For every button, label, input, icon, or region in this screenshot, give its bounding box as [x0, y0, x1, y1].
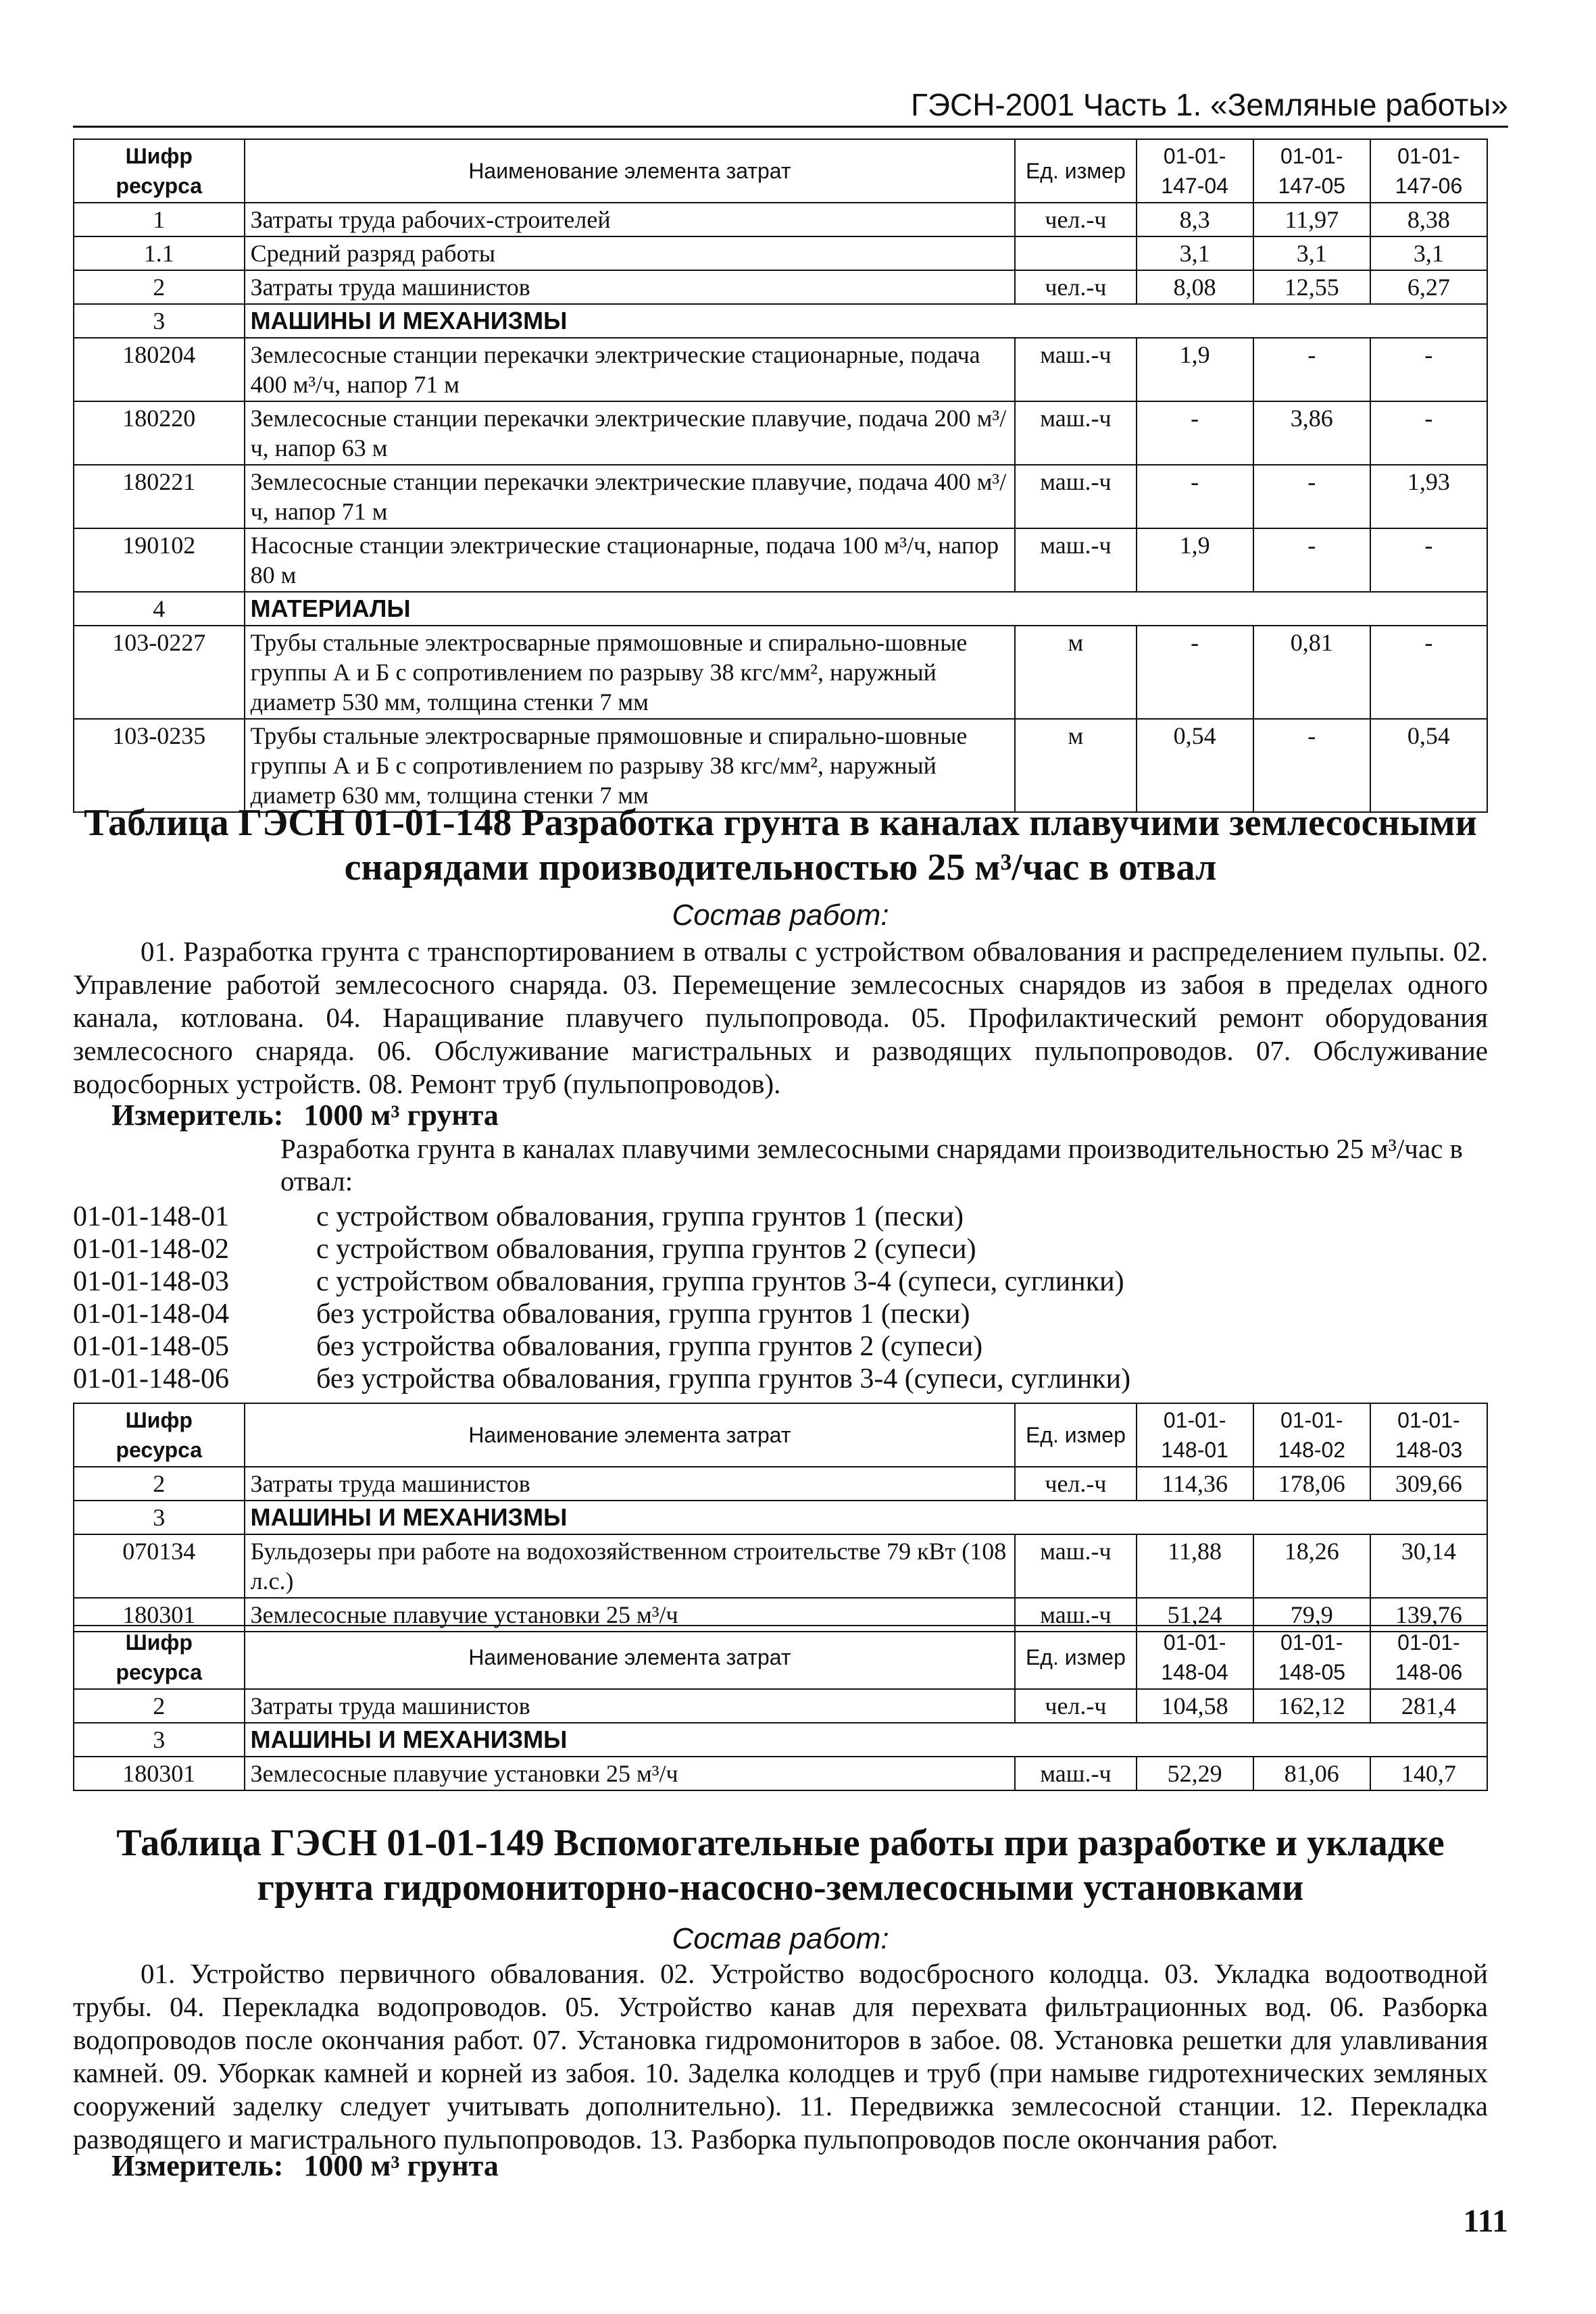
cell-unit: м	[1015, 719, 1136, 812]
col-header-name: Наименование элемента затрат	[245, 1403, 1016, 1467]
table-row	[74, 1689, 1487, 1723]
cell-code: 4	[74, 592, 245, 626]
cell-value-3: -	[1370, 338, 1487, 401]
cell-name: Затраты труда рабочих-строителей	[245, 203, 1016, 236]
cell-name: Затраты труда машинистов	[245, 1689, 1016, 1723]
running-header: ГЭСН-2001 Часть 1. «Земляные работы»	[911, 87, 1508, 122]
cell-value-3: 6,27	[1370, 270, 1487, 304]
intro-148: Разработка грунта в каналах плавучими землесосными снарядами производительностью 25 м³/час в отвал:	[280, 1133, 1463, 1197]
cell-unit: маш.-ч	[1015, 1534, 1136, 1598]
col-header-c2: 01-01-148-05	[1253, 1626, 1370, 1689]
cell-value-1: 52,29	[1137, 1757, 1253, 1790]
cell-name: Землесосные плавучие установки 25 м³/ч	[245, 1757, 1016, 1790]
cell-value-2: -	[1253, 465, 1370, 528]
cell-value-1: 3,1	[1137, 236, 1253, 270]
cell-value-2: 81,06	[1253, 1757, 1370, 1790]
table-header-row	[74, 1626, 1487, 1689]
measure-label: Измеритель:	[111, 1099, 284, 1132]
cell-unit: маш.-ч	[1015, 1598, 1136, 1632]
cell-unit: маш.-ч	[1015, 465, 1136, 528]
measure-value: 1000 м³ грунта	[303, 2149, 499, 2182]
rate-code: 01-01-148-06	[73, 1363, 229, 1394]
rate-code: 01-01-148-03	[73, 1266, 229, 1297]
cell-code: 2	[74, 1689, 245, 1723]
resource-table-148-a	[73, 1403, 1488, 1632]
cell-value-3: -	[1370, 626, 1487, 719]
table-row	[74, 1757, 1487, 1790]
cell-name: Затраты труда машинистов	[245, 1467, 1016, 1501]
table-row	[74, 528, 1487, 592]
cell-code: 3	[74, 1501, 245, 1534]
table-row	[74, 1723, 1487, 1757]
cell-value-1: -	[1137, 626, 1253, 719]
cell-value-1: -	[1137, 401, 1253, 465]
cell-code: 2	[74, 1467, 245, 1501]
cell-name: Трубы стальные электросварные прямошовные и спирально-шовные группы А и Б с сопротивлением по разрыву 38 кгс/мм², наружный диаметр 530 мм, толщина стенки 7 мм	[245, 626, 1016, 719]
cell-value-3: 1,93	[1370, 465, 1487, 528]
cell-code: 070134	[74, 1534, 245, 1598]
list-item	[73, 1298, 1488, 1330]
cell-name: Трубы стальные электросварные прямошовные и спирально-шовные группы А и Б с сопротивлением по разрыву 38 кгс/мм², наружный диаметр 630 мм, толщина стенки 7 мм	[245, 719, 1016, 812]
cell-name: Землесосные станции перекачки электрические плавучие, подача 400 м³/ч, напор 71 м	[245, 465, 1016, 528]
rate-description: без устройства обвалования, группа грунтов 1 (пески)	[316, 1299, 970, 1330]
list-item	[73, 1363, 1488, 1395]
cell-value-1: 104,58	[1137, 1689, 1253, 1723]
cell-value-1: 11,88	[1137, 1534, 1253, 1598]
rate-code: 01-01-148-01	[73, 1201, 229, 1232]
code-list-148	[73, 1201, 1488, 1395]
works-heading-149: Состав работ:	[672, 1922, 889, 1955]
col-header-c2: 01-01-148-02	[1253, 1403, 1370, 1467]
table-row	[74, 203, 1487, 236]
works-text-148: 01. Разработка грунта с транспортированием в отвалы с устройством обвалования и распределением пульпы. 02. Управление работой землесосного снаряда. 03. Перемещение землесосных снарядов из забоя в пределах одного канала, котлована. 04. Наращивание плавучего пульпопровода. 05. Профилактический ремонт оборудования землесосного снаряда. 06. Обслуживание магистральных и разводящих пульпопроводов. 07. Обслуживание водосборных устройств. 08. Ремонт труб (пульпопроводов).	[73, 936, 1488, 1099]
table-row	[74, 592, 1487, 626]
cell-section-name: МАШИНЫ И МЕХАНИЗМЫ	[245, 1501, 1487, 1534]
cell-name: Средний разряд работы	[245, 236, 1016, 270]
rate-description: без устройства обвалования, группа грунтов 3-4 (супеси, суглинки)	[316, 1363, 1131, 1394]
cell-name: Насосные станции электрические стационарные, подача 100 м³/ч, напор 80 м	[245, 528, 1016, 592]
cell-value-2: 3,1	[1253, 236, 1370, 270]
table-row	[74, 1467, 1487, 1501]
col-header-name: Наименование элемента затрат	[245, 139, 1016, 203]
cell-code: 103-0235	[74, 719, 245, 812]
table-row	[74, 719, 1487, 812]
table-header-row	[74, 1403, 1487, 1467]
cell-value-1: 8,3	[1137, 203, 1253, 236]
cell-unit: маш.-ч	[1015, 338, 1136, 401]
resource-table-147	[73, 139, 1488, 813]
cell-unit: м	[1015, 626, 1136, 719]
cell-unit: чел.-ч	[1015, 270, 1136, 304]
rate-code: 01-01-148-05	[73, 1331, 229, 1362]
page-number: 111	[1463, 2203, 1508, 2239]
section-title-149: Таблица ГЭСН 01-01-149 Вспомогательные работы при разработке и укладке грунта гидромониторно-насосно-землесосными установками	[116, 1822, 1445, 1909]
cell-name: Землесосные станции перекачки электрические плавучие, подача 200 м³/ч, напор 63 м	[245, 401, 1016, 465]
table-row	[74, 304, 1487, 338]
cell-section-name: МАШИНЫ И МЕХАНИЗМЫ	[245, 304, 1487, 338]
table-header-row	[74, 139, 1487, 203]
cell-name: Землесосные плавучие установки 25 м³/ч	[245, 1598, 1016, 1632]
list-item	[73, 1265, 1488, 1298]
col-header-code: Шифр ресурса	[74, 1403, 245, 1467]
cell-value-1: 8,08	[1137, 270, 1253, 304]
cell-value-2: 178,06	[1253, 1467, 1370, 1501]
col-header-code: Шифр ресурса	[74, 1626, 245, 1689]
col-header-c1: 01-01-147-04	[1137, 139, 1253, 203]
header-rule	[73, 126, 1508, 128]
cell-value-3: -	[1370, 401, 1487, 465]
cell-unit: чел.-ч	[1015, 203, 1136, 236]
cell-name: Затраты труда машинистов	[245, 270, 1016, 304]
rate-description: с устройством обвалования, группа грунтов 3-4 (супеси, суглинки)	[316, 1266, 1124, 1297]
cell-value-3: 140,7	[1370, 1757, 1487, 1790]
cell-code: 190102	[74, 528, 245, 592]
table-row	[74, 465, 1487, 528]
cell-value-3: 139,76	[1370, 1598, 1487, 1632]
col-header-c3: 01-01-148-03	[1370, 1403, 1487, 1467]
cell-value-1: 1,9	[1137, 338, 1253, 401]
works-text-149: 01. Устройство первичного обвалования. 02. Устройство водосбросного колодца. 03. Укладка водоотводной трубы. 04. Перекладка водопроводов. 05. Устройство канав для перехвата фильтрационных вод. 06. Разборка водопроводов после окончания работ. 07. Установка гидромониторов в забое. 08. Установка решетки для улавливания камней. 09. Уборкак камней и корней из забоя. 10. Заделка колодцев и труб (при намыве гидротехнических земляных сооружений заделку следует учитывать дополнительно). 11. Передвижка землесосной станции. 12. Перекладка разводящего и магистрального пульпопроводов. 13. Разборка пульпопроводов после окончания работ.	[73, 1958, 1488, 2155]
table-row	[74, 1501, 1487, 1534]
measure-148	[111, 1098, 499, 1132]
cell-code: 3	[74, 1723, 245, 1757]
cell-value-3: 281,4	[1370, 1689, 1487, 1723]
cell-code: 103-0227	[74, 626, 245, 719]
cell-value-1: 51,24	[1137, 1598, 1253, 1632]
col-header-c3: 01-01-148-06	[1370, 1626, 1487, 1689]
col-header-c1: 01-01-148-04	[1137, 1626, 1253, 1689]
list-item	[73, 1201, 1488, 1233]
table-row	[74, 626, 1487, 719]
cell-unit: чел.-ч	[1015, 1689, 1136, 1723]
cell-unit	[1015, 236, 1136, 270]
cell-value-2: 12,55	[1253, 270, 1370, 304]
col-header-code: Шифр ресурса	[74, 139, 245, 203]
cell-value-2: 11,97	[1253, 203, 1370, 236]
col-header-c3: 01-01-147-06	[1370, 139, 1487, 203]
col-header-unit: Ед. измер	[1015, 1403, 1136, 1467]
rate-description: без устройства обвалования, группа грунтов 2 (супеси)	[316, 1331, 983, 1362]
cell-unit: маш.-ч	[1015, 1757, 1136, 1790]
col-header-c1: 01-01-148-01	[1137, 1403, 1253, 1467]
cell-code: 180301	[74, 1598, 245, 1632]
cell-value-3: 0,54	[1370, 719, 1487, 812]
list-item	[73, 1233, 1488, 1265]
cell-code: 1.1	[74, 236, 245, 270]
cell-code: 3	[74, 304, 245, 338]
cell-unit: маш.-ч	[1015, 401, 1136, 465]
cell-unit: чел.-ч	[1015, 1467, 1136, 1501]
cell-value-3: -	[1370, 528, 1487, 592]
rate-description: с устройством обвалования, группа грунтов 2 (супеси)	[316, 1234, 976, 1265]
cell-name: Бульдозеры при работе на водохозяйственном строительстве 79 кВт (108 л.с.)	[245, 1534, 1016, 1598]
cell-value-2: 162,12	[1253, 1689, 1370, 1723]
rate-code: 01-01-148-02	[73, 1234, 229, 1265]
table-row	[74, 1534, 1487, 1598]
cell-value-3: 30,14	[1370, 1534, 1487, 1598]
cell-value-1: 1,9	[1137, 528, 1253, 592]
cell-value-2: 0,81	[1253, 626, 1370, 719]
rate-description: с устройством обвалования, группа грунтов 1 (пески)	[316, 1201, 964, 1232]
cell-unit: маш.-ч	[1015, 528, 1136, 592]
table-row	[74, 236, 1487, 270]
cell-value-2: -	[1253, 338, 1370, 401]
col-header-c2: 01-01-147-05	[1253, 139, 1370, 203]
resource-table-148-b	[73, 1625, 1488, 1791]
cell-value-2: 18,26	[1253, 1534, 1370, 1598]
table-row	[74, 270, 1487, 304]
cell-value-3: 3,1	[1370, 236, 1487, 270]
measure-label: Измеритель:	[111, 2149, 284, 2182]
cell-value-1: 0,54	[1137, 719, 1253, 812]
cell-value-3: 8,38	[1370, 203, 1487, 236]
cell-code: 180220	[74, 401, 245, 465]
measure-value: 1000 м³ грунта	[303, 1099, 499, 1132]
section-title-148: Таблица ГЭСН 01-01-148 Разработка грунта в каналах плавучими землесосными снарядами производительностью 25 м³/час в отвал	[84, 802, 1477, 888]
cell-code: 180221	[74, 465, 245, 528]
works-heading-148: Состав работ:	[672, 899, 889, 932]
measure-149	[111, 2148, 499, 2183]
cell-value-2: 79,9	[1253, 1598, 1370, 1632]
table-row	[74, 338, 1487, 401]
cell-code: 180301	[74, 1757, 245, 1790]
cell-value-2: -	[1253, 719, 1370, 812]
cell-value-3: 309,66	[1370, 1467, 1487, 1501]
cell-code: 180204	[74, 338, 245, 401]
cell-section-name: МАШИНЫ И МЕХАНИЗМЫ	[245, 1723, 1487, 1757]
rate-code: 01-01-148-04	[73, 1299, 229, 1330]
cell-code: 2	[74, 270, 245, 304]
cell-code: 1	[74, 203, 245, 236]
col-header-unit: Ед. измер	[1015, 139, 1136, 203]
cell-value-2: 3,86	[1253, 401, 1370, 465]
cell-value-1: 114,36	[1137, 1467, 1253, 1501]
table-row	[74, 401, 1487, 465]
cell-value-2: -	[1253, 528, 1370, 592]
col-header-name: Наименование элемента затрат	[245, 1626, 1016, 1689]
cell-section-name: МАТЕРИАЛЫ	[245, 592, 1487, 626]
cell-value-1: -	[1137, 465, 1253, 528]
list-item	[73, 1330, 1488, 1363]
cell-name: Землесосные станции перекачки электрические стационарные, подача 400 м³/ч, напор 71 м	[245, 338, 1016, 401]
col-header-unit: Ед. измер	[1015, 1626, 1136, 1689]
